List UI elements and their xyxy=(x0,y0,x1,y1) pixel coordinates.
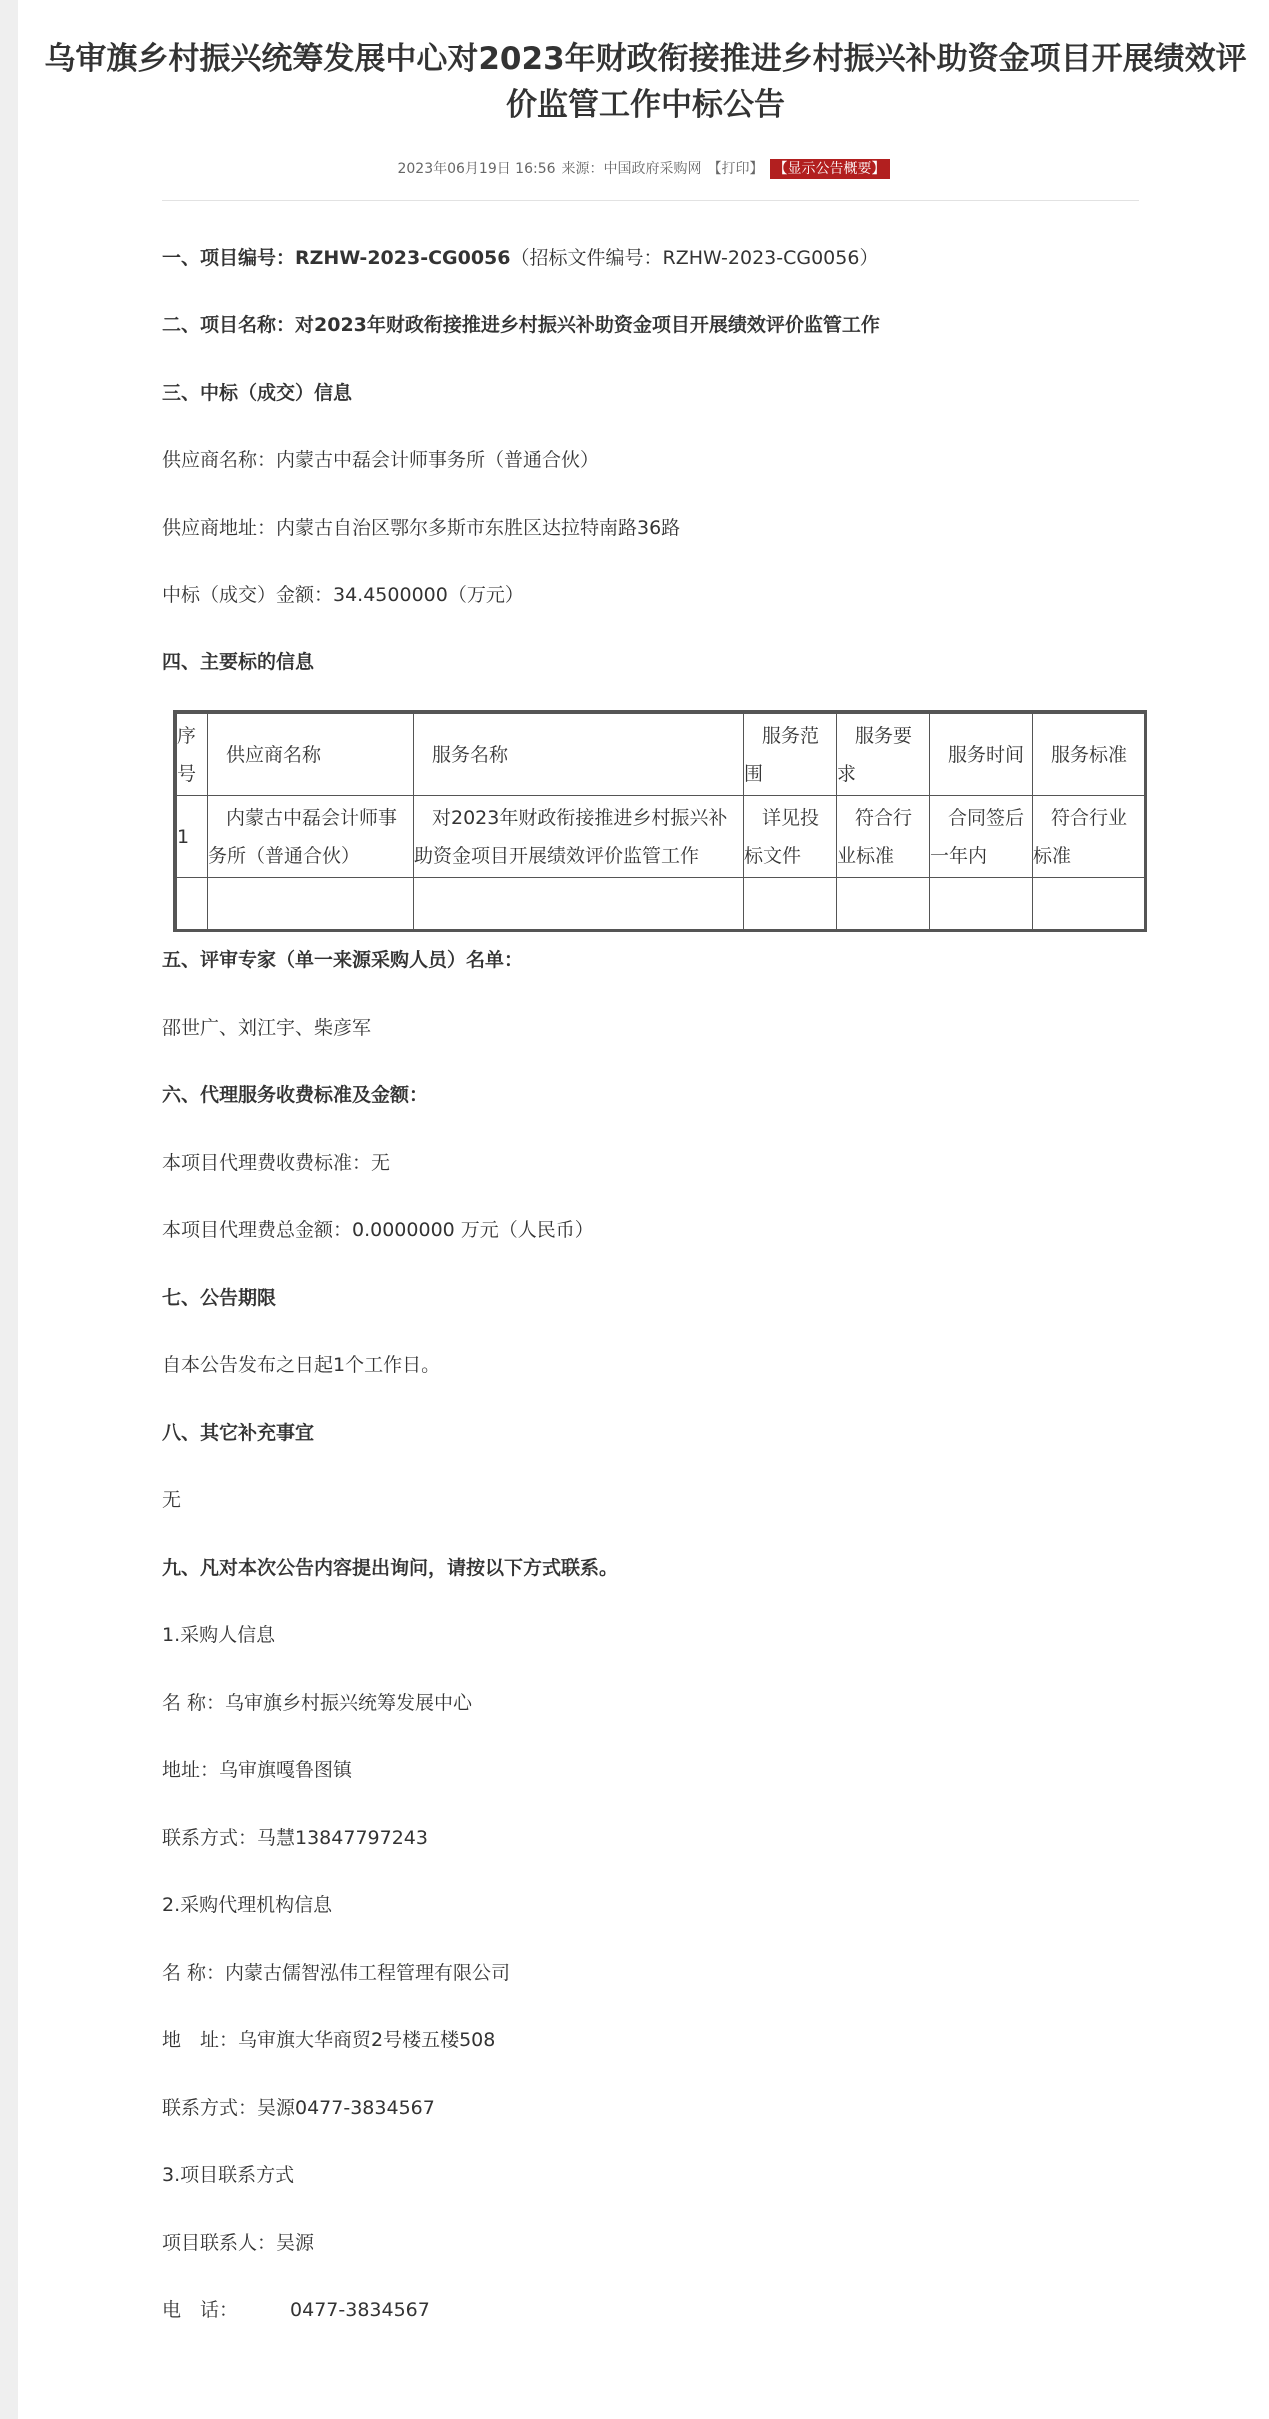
table-header-cell: 服务时间 xyxy=(930,714,1033,796)
table-cell xyxy=(744,878,837,930)
table-cell: 1 xyxy=(177,796,208,878)
supplement-heading: 八、其它补充事宜 xyxy=(162,1422,315,1444)
table-cell xyxy=(177,878,208,930)
project-contact-person: 项目联系人：吴源 xyxy=(162,2232,315,2254)
table-header-cell: 序号 xyxy=(177,714,208,796)
table-header-cell: 供应商名称 xyxy=(208,714,414,796)
main-items-table xyxy=(173,710,1147,932)
table-header-row xyxy=(177,714,1145,796)
table-header-cell: 服务名称 xyxy=(414,714,744,796)
award-info-heading: 三、中标（成交）信息 xyxy=(162,382,353,404)
project-name-line xyxy=(162,311,880,339)
buyer-info-title: 1.采购人信息 xyxy=(162,1624,276,1646)
source-name: 中国政府采购网 xyxy=(603,161,702,177)
table-header-cell: 服务范围 xyxy=(744,714,837,796)
table-header-cell: 服务标准 xyxy=(1033,714,1145,796)
project-number-line xyxy=(162,244,878,272)
award-amount: 中标（成交）金额：34.4500000（万元） xyxy=(162,584,524,606)
project-number-value: RZHW-2023-CG0056 xyxy=(295,247,511,269)
notice-period-heading: 七、公告期限 xyxy=(162,1287,277,1309)
project-name-label: 二、项目名称： xyxy=(162,314,296,336)
print-link[interactable]: 【打印】 xyxy=(707,161,764,177)
table-header-cell: 服务要求 xyxy=(837,714,930,796)
show-summary-button[interactable]: 【显示公告概要】 xyxy=(770,159,890,179)
table-cell xyxy=(208,878,414,930)
project-number-label: 一、项目编号： xyxy=(162,247,296,269)
page-title: 乌审旗乡村振兴统筹发展中心对2023年财政衔接推进乡村振兴补助资金项目开展绩效评价监管工作中标公告 xyxy=(44,41,1247,123)
table-cell: 内蒙古中磊会计师事务所（普通合伙） xyxy=(208,796,414,878)
agency-contact: 联系方式：吴源0477-3834567 xyxy=(162,2097,435,2119)
project-name-value: 对2023年财政衔接推进乡村振兴补助资金项目开展绩效评价监管工作 xyxy=(295,314,880,336)
contact-heading: 九、凡对本次公告内容提出询问，请按以下方式联系。 xyxy=(162,1557,619,1579)
agency-fee-total: 本项目代理费总金额：0.0000000 万元（人民币） xyxy=(162,1219,594,1241)
agency-fee-standard: 本项目代理费收费标准：无 xyxy=(162,1152,391,1174)
source-label: 来源： xyxy=(561,161,604,177)
main-items-heading: 四、主要标的信息 xyxy=(162,651,315,673)
agency-info-title: 2.采购代理机构信息 xyxy=(162,1894,333,1916)
supplement-text: 无 xyxy=(162,1489,182,1511)
phone-value: 0477-3834567 xyxy=(290,2299,430,2321)
publish-date: 2023年06月19日 16:56 xyxy=(397,161,556,177)
experts-heading: 五、评审专家（单一来源采购人员）名单： xyxy=(162,949,524,971)
table-cell: 详见投标文件 xyxy=(744,796,837,878)
table-cell xyxy=(837,878,930,930)
tender-file-number: （招标文件编号：RZHW-2023-CG0056） xyxy=(510,247,879,269)
supplier-address: 供应商地址：内蒙古自治区鄂尔多斯市东胜区达拉特南路36路 xyxy=(162,517,681,539)
table-cell: 符合行业标准 xyxy=(837,796,930,878)
agency-fee-heading: 六、代理服务收费标准及金额： xyxy=(162,1084,429,1106)
meta-line xyxy=(18,159,1269,179)
experts-list: 邵世广、刘江宇、柴彦军 xyxy=(162,1017,372,1039)
document-page xyxy=(18,0,1269,2419)
supplier-name: 供应商名称：内蒙古中磊会计师事务所（普通合伙） xyxy=(162,449,600,471)
table-row xyxy=(177,796,1145,878)
project-phone-line xyxy=(162,2296,430,2324)
buyer-name: 名 称：乌审旗乡村振兴统筹发展中心 xyxy=(162,1692,473,1714)
table-cell: 合同签后一年内 xyxy=(930,796,1033,878)
buyer-address: 地址：乌审旗嘎鲁图镇 xyxy=(162,1759,353,1781)
table-row xyxy=(177,878,1145,930)
phone-label: 电 话： xyxy=(162,2299,239,2321)
agency-name: 名 称：内蒙古儒智泓伟工程管理有限公司 xyxy=(162,1962,511,1984)
table-cell: 符合行业标准 xyxy=(1033,796,1145,878)
agency-address: 地 址：乌审旗大华商贸2号楼五楼508 xyxy=(162,2029,496,2051)
notice-period: 自本公告发布之日起1个工作日。 xyxy=(162,1354,441,1376)
divider xyxy=(162,200,1139,201)
project-contact-title: 3.项目联系方式 xyxy=(162,2164,295,2186)
table-cell: 对2023年财政衔接推进乡村振兴补助资金项目开展绩效评价监管工作 xyxy=(414,796,744,878)
table-cell xyxy=(1033,878,1145,930)
buyer-contact: 联系方式：马慧13847797243 xyxy=(162,1827,428,1849)
table-cell xyxy=(414,878,744,930)
table-cell xyxy=(930,878,1033,930)
